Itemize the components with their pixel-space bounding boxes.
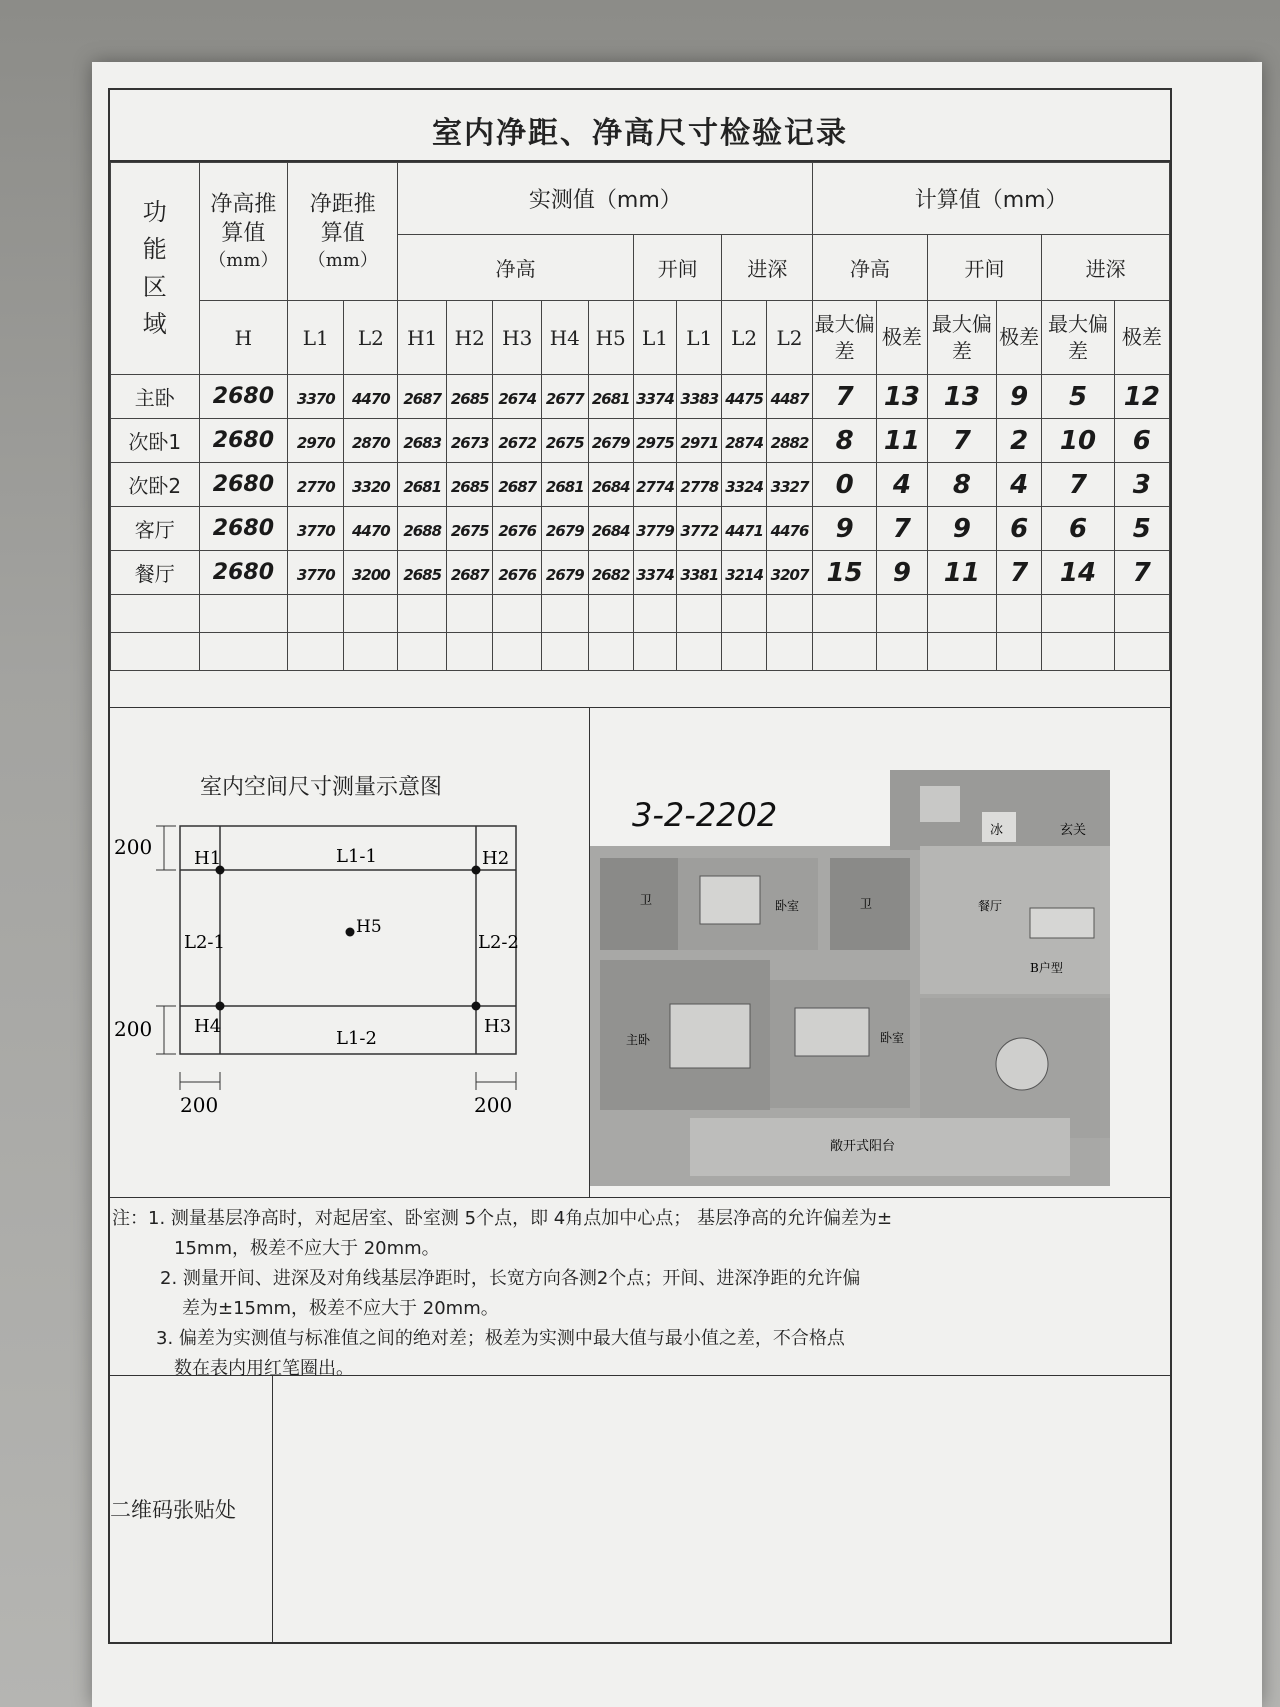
cell-height-est-value: 2680 — [212, 516, 274, 541]
cell-measured — [722, 551, 766, 595]
label-l2-1: L2-1 — [184, 932, 225, 953]
cell-calculated-value: 7 — [952, 425, 971, 456]
cell-measured — [542, 419, 588, 463]
cell-calculated — [1042, 551, 1114, 595]
cell-measured-value: 3374 — [636, 565, 674, 584]
room-label-entry: 玄关 — [1060, 823, 1087, 838]
header-codes-row — [111, 301, 1170, 375]
cell-measured — [766, 507, 812, 551]
blank-row — [111, 633, 1170, 671]
table-row — [111, 419, 1170, 463]
cell-calculated-value: 9 — [952, 513, 971, 544]
cell-measured — [447, 375, 493, 419]
notes-section — [110, 1197, 1170, 1379]
cell-calculated — [1114, 551, 1169, 595]
cell-measured-value: 2681 — [545, 477, 584, 496]
cell-measured-value: 2676 — [498, 565, 537, 584]
col-code: H — [199, 301, 288, 375]
cell-l2-est — [344, 463, 398, 507]
cell-height-est-value: 2680 — [212, 384, 274, 409]
cell-l1-est — [288, 419, 344, 463]
label-h5: H5 — [356, 917, 382, 937]
cell-measured-value: 2675 — [450, 521, 489, 540]
cell-height-est — [199, 551, 288, 595]
cell-measured — [722, 507, 766, 551]
cell-calculated-value: 11 — [883, 425, 920, 456]
cell-measured — [677, 419, 722, 463]
cell-measured — [493, 463, 542, 507]
cell-measured-value: 4476 — [770, 521, 809, 540]
cell-measured-value: 2679 — [591, 433, 630, 452]
cell-measured — [588, 419, 633, 463]
cell-calculated — [1042, 419, 1114, 463]
header-dist-est-unit: （mm） — [307, 250, 378, 272]
cell-measured-value: 4471 — [725, 521, 763, 540]
cell-l2-est — [344, 419, 398, 463]
cell-measured-value: 4487 — [770, 389, 809, 408]
cell-l1-est-value: 3770 — [296, 521, 335, 540]
cell-measured — [542, 551, 588, 595]
room-label-master: 主卧 — [626, 1033, 651, 1047]
cell-calculated-value: 6 — [1010, 513, 1029, 544]
cell-measured — [398, 507, 447, 551]
cell-measured-value: 2681 — [591, 389, 630, 408]
cell-measured — [633, 551, 676, 595]
cell-measured-value: 3207 — [770, 565, 809, 584]
cell-calculated — [1042, 463, 1114, 507]
floor-plan-svg — [590, 708, 1170, 1198]
note-line: 注：1. 测量基层净高时，对起居室、卧室测 5个点，即 4角点加中心点； 基层净高的允许偏差为± — [112, 1208, 893, 1229]
cell-height-est — [199, 419, 288, 463]
col-max-dev: 最大偏差 — [927, 301, 996, 375]
cell-measured — [447, 463, 493, 507]
cell-measured-value: 3381 — [680, 565, 719, 584]
cell-measured-value: 4475 — [725, 389, 763, 408]
cell-calculated — [813, 507, 877, 551]
cell-measured — [766, 419, 812, 463]
label-h3: H3 — [484, 1016, 512, 1037]
cell-measured — [588, 463, 633, 507]
cell-area — [111, 507, 200, 551]
cell-area-value: 餐厅 — [134, 562, 175, 586]
cell-measured — [766, 551, 812, 595]
cell-measured-value: 2687 — [498, 477, 537, 496]
cell-measured — [542, 507, 588, 551]
note-line: 差为±15mm，极差不应大于 20mm。 — [182, 1298, 499, 1319]
cell-calculated — [927, 507, 996, 551]
cell-measured-value: 2687 — [403, 389, 442, 408]
cell-calculated-value: 12 — [1123, 381, 1160, 412]
record-table — [110, 162, 1170, 671]
cell-measured-value: 2778 — [680, 477, 719, 496]
diagram-title: 室内空间尺寸测量示意图 — [200, 775, 443, 800]
qr-section — [110, 1375, 1170, 1642]
cell-l2-est-value: 4470 — [352, 521, 390, 540]
cell-measured — [677, 375, 722, 419]
cell-height-est-value: 2680 — [212, 560, 274, 585]
cell-l2-est-value: 2870 — [352, 433, 390, 452]
cell-l1-est-value: 2970 — [296, 433, 335, 452]
cell-l2-est-value: 3320 — [352, 477, 390, 496]
cell-measured-value: 3324 — [725, 477, 763, 496]
cell-calculated — [813, 419, 877, 463]
col-code: L1 — [633, 301, 676, 375]
cell-measured-value: 2682 — [591, 565, 630, 584]
cell-measured — [722, 463, 766, 507]
cell-measured — [447, 551, 493, 595]
header-m-depth: 进深 — [722, 235, 813, 301]
cell-calculated-value: 8 — [952, 469, 971, 500]
dining-table — [1030, 908, 1094, 938]
cell-area-value: 次卧2 — [128, 474, 182, 498]
cell-measured-value: 2683 — [403, 433, 442, 452]
qr-label: 二维码张贴处 — [110, 1376, 273, 1642]
cell-height-est — [199, 463, 288, 507]
cell-calculated-value: 6 — [1132, 425, 1151, 456]
cell-measured — [398, 551, 447, 595]
cell-measured-value: 2971 — [680, 433, 719, 452]
cell-calculated — [927, 463, 996, 507]
cell-measured — [766, 375, 812, 419]
cell-measured-value: 2874 — [725, 433, 763, 452]
cell-calculated — [927, 375, 996, 419]
cell-calculated-value: 10 — [1059, 425, 1097, 456]
note-line: 2. 测量开间、进深及对角线基层净距时，长宽方向各测2个点；开间、进深净距的允许偏 — [160, 1268, 861, 1289]
cell-calculated — [927, 551, 996, 595]
cell-calculated — [813, 375, 877, 419]
cell-calculated-value: 15 — [826, 557, 863, 588]
cell-measured — [722, 419, 766, 463]
cell-calculated-value: 4 — [892, 469, 911, 500]
cell-measured-value: 2673 — [450, 433, 489, 452]
cell-measured-value: 2684 — [591, 521, 630, 540]
room-label-bedroom: 卧室 — [775, 899, 800, 913]
cell-measured-value: 3327 — [770, 477, 809, 496]
cell-calculated-value: 14 — [1059, 557, 1097, 588]
lower-section — [110, 707, 1170, 1198]
label-l1-1: L1-1 — [336, 846, 377, 867]
cell-measured — [493, 551, 542, 595]
col-code: L2 — [344, 301, 398, 375]
room-label-bath2: 卫 — [860, 897, 873, 911]
cell-measured-value: 2685 — [450, 477, 489, 496]
cell-calculated-value: 7 — [1068, 469, 1088, 500]
cell-measured — [398, 375, 447, 419]
cell-measured — [398, 419, 447, 463]
cell-height-est — [199, 375, 288, 419]
point-h4 — [216, 1002, 225, 1011]
dim-bottom-left: 200 — [114, 1017, 153, 1041]
room-label-balcony: 敞开式阳台 — [830, 1139, 896, 1154]
cell-calculated-value: 9 — [892, 557, 911, 588]
cell-measured — [542, 375, 588, 419]
cell-measured — [588, 375, 633, 419]
col-range: 极差 — [996, 301, 1041, 375]
cell-calculated-value: 5 — [1132, 513, 1151, 544]
cell-calculated — [1114, 463, 1169, 507]
col-code: H1 — [398, 301, 447, 375]
header-m-net-height: 净高 — [398, 235, 634, 301]
cell-height-est-value: 2680 — [212, 428, 274, 453]
cell-calculated-value: 8 — [835, 425, 854, 456]
cell-measured-value: 2687 — [450, 565, 489, 584]
room-label-bath: 卫 — [640, 893, 653, 907]
cell-height-est — [199, 507, 288, 551]
header-c-net-height: 净高 — [813, 235, 928, 301]
cell-l1-est-value: 3770 — [296, 565, 335, 584]
inspection-form — [108, 88, 1172, 1644]
cell-measured-value: 3374 — [636, 389, 674, 408]
cell-calculated — [877, 551, 928, 595]
cell-measured — [493, 507, 542, 551]
label-h2: H2 — [482, 848, 510, 869]
cell-area-value: 客厅 — [134, 518, 175, 542]
cell-calculated-value: 0 — [835, 469, 854, 500]
col-code: H3 — [493, 301, 542, 375]
bed-master — [670, 1004, 750, 1068]
cell-area-value: 主卧 — [134, 386, 175, 410]
cell-measured-value: 2674 — [498, 389, 537, 408]
header-height-est-label: 净高推算值 — [210, 191, 277, 247]
cell-measured-value: 2675 — [545, 433, 584, 452]
form-title: 室内净距、净高尺寸检验记录 — [110, 90, 1170, 162]
cell-measured-value: 2975 — [636, 433, 674, 452]
cell-calculated-value: 7 — [892, 513, 911, 544]
cell-measured-value: 3779 — [636, 521, 674, 540]
cell-area — [111, 551, 200, 595]
header-calculated: 计算值（mm） — [813, 163, 1170, 235]
header-area-text: 功能区域 — [142, 198, 167, 338]
bed-1 — [700, 876, 760, 924]
cell-measured — [588, 551, 633, 595]
cell-measured — [588, 507, 633, 551]
cell-l2-est — [344, 507, 398, 551]
cell-calculated — [813, 463, 877, 507]
cell-measured-value: 2774 — [636, 477, 674, 496]
col-max-dev: 最大偏差 — [813, 301, 877, 375]
col-code: L2 — [766, 301, 812, 375]
cell-calculated — [1042, 507, 1114, 551]
diagram-svg — [110, 708, 590, 1198]
dim-top-left: 200 — [114, 835, 153, 859]
cell-measured — [493, 419, 542, 463]
room-bath — [600, 858, 678, 950]
cell-calculated — [1114, 507, 1169, 551]
header-dist-est — [288, 163, 398, 301]
cell-measured-value: 2882 — [770, 433, 809, 452]
cell-calculated-value: 9 — [835, 513, 854, 544]
cell-l1-est — [288, 375, 344, 419]
cell-measured — [542, 463, 588, 507]
header-measured: 实测值（mm） — [398, 163, 813, 235]
cell-calculated-value: 6 — [1068, 513, 1088, 544]
cell-l2-est-value: 4470 — [352, 389, 390, 408]
label-h1: H1 — [194, 848, 222, 869]
cell-measured-value: 2685 — [450, 389, 489, 408]
cell-measured — [677, 463, 722, 507]
table-row — [111, 375, 1170, 419]
cell-calculated-value: 4 — [1010, 469, 1029, 500]
cell-measured-value: 2688 — [403, 521, 442, 540]
cell-l2-est — [344, 551, 398, 595]
measure-diagram — [110, 708, 590, 1198]
note-line: 15mm，极差不应大于 20mm。 — [174, 1238, 440, 1259]
col-code: L2 — [722, 301, 766, 375]
cell-measured — [447, 507, 493, 551]
cell-measured-value: 3214 — [725, 565, 763, 584]
blank-row — [111, 595, 1170, 633]
cell-measured-value: 2681 — [403, 477, 442, 496]
cell-measured-value: 3383 — [680, 389, 719, 408]
col-code: L1 — [288, 301, 344, 375]
cell-l1-est-value: 2770 — [296, 477, 335, 496]
cell-calculated — [1114, 375, 1169, 419]
label-l1-2: L1-2 — [336, 1028, 377, 1049]
table-row — [111, 507, 1170, 551]
cell-l1-est-value: 3370 — [296, 389, 335, 408]
cell-measured — [633, 463, 676, 507]
header-m-bay: 开间 — [633, 235, 722, 301]
cell-height-est-value: 2680 — [212, 472, 274, 497]
table-row — [111, 463, 1170, 507]
cell-measured — [398, 463, 447, 507]
header-height-est-unit: （mm） — [208, 250, 279, 272]
point-h2 — [472, 866, 481, 875]
cell-calculated — [877, 463, 928, 507]
cell-measured — [633, 375, 676, 419]
header-height-est — [199, 163, 288, 301]
cell-l1-est — [288, 507, 344, 551]
col-code: L1 — [677, 301, 722, 375]
dim-right-bottom: 200 — [474, 1093, 513, 1117]
cell-measured — [677, 551, 722, 595]
room-label-dining: 餐厅 — [978, 899, 1003, 913]
cell-measured — [493, 375, 542, 419]
cell-measured — [447, 419, 493, 463]
cell-calculated — [996, 507, 1041, 551]
cell-calculated — [877, 419, 928, 463]
cell-measured-value: 2685 — [403, 565, 442, 584]
point-h5 — [346, 928, 355, 937]
point-h3 — [472, 1002, 481, 1011]
label-l2-2: L2-2 — [478, 932, 519, 953]
cell-calculated — [1114, 419, 1169, 463]
cell-calculated — [877, 375, 928, 419]
room-label-fridge: 冰 — [990, 823, 1004, 838]
cell-calculated-value: 7 — [835, 381, 854, 412]
cell-area — [111, 375, 200, 419]
col-code: H2 — [447, 301, 493, 375]
cell-measured — [722, 375, 766, 419]
cell-calculated — [927, 419, 996, 463]
cell-area — [111, 463, 200, 507]
cell-calculated-value: 2 — [1010, 425, 1029, 456]
unit-number: 3-2-2202 — [632, 796, 778, 834]
cell-measured — [766, 463, 812, 507]
col-range: 极差 — [1114, 301, 1169, 375]
header-c-bay: 开间 — [927, 235, 1042, 301]
living-rug — [996, 1038, 1048, 1090]
cell-measured — [633, 507, 676, 551]
cell-calculated — [996, 375, 1041, 419]
bed-2 — [795, 1008, 869, 1056]
cell-l1-est — [288, 463, 344, 507]
cell-l2-est-value: 3200 — [352, 565, 390, 584]
cell-l1-est — [288, 551, 344, 595]
col-max-dev: 最大偏差 — [1042, 301, 1114, 375]
cell-calculated-value: 3 — [1132, 469, 1151, 500]
cell-calculated — [996, 419, 1041, 463]
cell-measured-value: 2684 — [591, 477, 630, 496]
header-c-depth: 进深 — [1042, 235, 1170, 301]
plan-fixture — [920, 786, 960, 822]
cell-calculated-value: 7 — [1132, 557, 1151, 588]
room-label-bedroom2: 卧室 — [880, 1031, 905, 1045]
col-code: H5 — [588, 301, 633, 375]
cell-calculated — [877, 507, 928, 551]
floor-plan-photo — [590, 708, 1170, 1198]
cell-calculated — [996, 551, 1041, 595]
cell-measured-value: 2679 — [545, 565, 584, 584]
cell-measured-value: 3772 — [680, 521, 719, 540]
header-dist-est-label: 净距推算值 — [309, 191, 376, 247]
cell-measured — [633, 419, 676, 463]
cell-calculated-value: 11 — [943, 557, 980, 588]
col-range: 极差 — [877, 301, 928, 375]
cell-area-value: 次卧1 — [128, 430, 182, 454]
cell-calculated — [996, 463, 1041, 507]
cell-area — [111, 419, 200, 463]
room-label-type: B户型 — [1030, 961, 1063, 975]
label-h4: H4 — [194, 1016, 222, 1037]
cell-measured-value: 2672 — [498, 433, 537, 452]
cell-measured-value: 2679 — [545, 521, 584, 540]
dim-left-bottom: 200 — [180, 1093, 219, 1117]
cell-calculated-value: 5 — [1068, 381, 1088, 412]
cell-calculated-value: 9 — [1010, 381, 1029, 412]
note-line: 3. 偏差为实测值与标准值之间的绝对差；极差为实测中最大值与最小值之差，不合格点 — [156, 1328, 845, 1349]
cell-calculated — [1042, 375, 1114, 419]
cell-measured — [677, 507, 722, 551]
table-row — [111, 551, 1170, 595]
col-code: H4 — [542, 301, 588, 375]
note-line: 数在表内用红笔圈出。 — [174, 1358, 354, 1379]
cell-measured-value: 2676 — [498, 521, 537, 540]
cell-measured-value: 2677 — [545, 389, 584, 408]
cell-calculated-value: 13 — [883, 381, 920, 412]
header-area — [111, 163, 200, 375]
cell-calculated-value: 13 — [943, 381, 980, 412]
cell-l2-est — [344, 375, 398, 419]
cell-calculated-value: 7 — [1010, 557, 1029, 588]
cell-calculated — [813, 551, 877, 595]
